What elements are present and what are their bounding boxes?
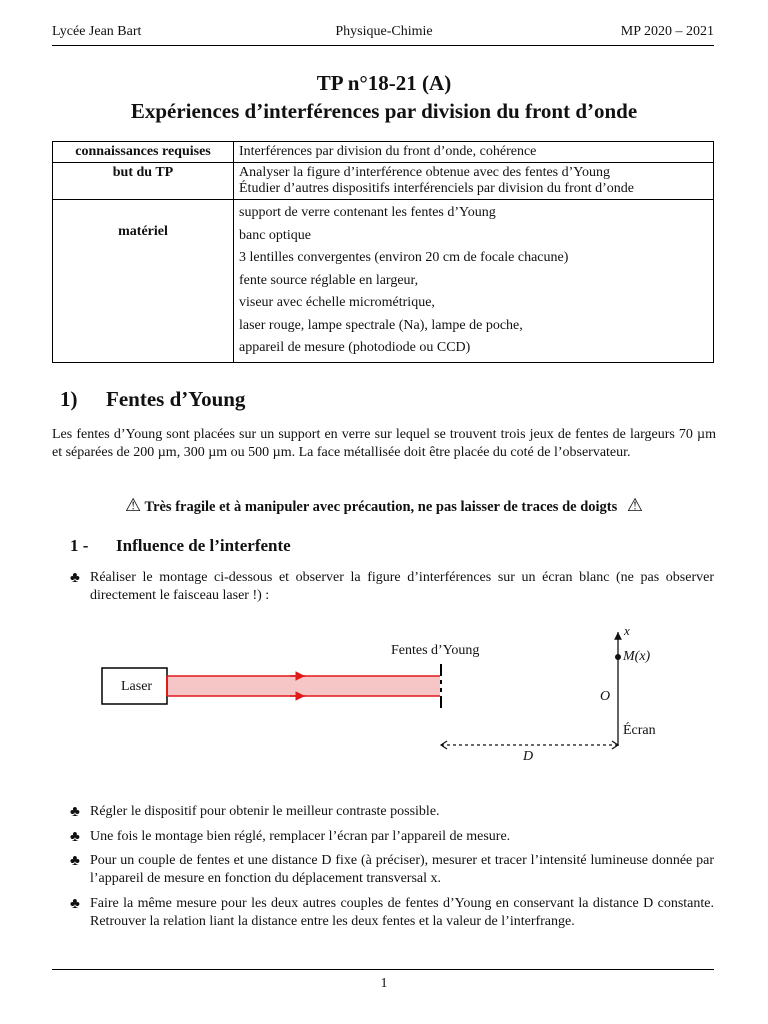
- list-item: [70, 828, 714, 848]
- but-value: [234, 163, 714, 200]
- title-line2: Expériences d’interférences par division du front d’onde: [130, 99, 638, 123]
- x-label: x: [624, 623, 630, 638]
- subsection-title: Influence de l’interfente: [116, 536, 291, 555]
- materiel-label: matériel: [53, 200, 234, 363]
- bullet-text: Pour un couple de fentes et une distance D fixe (à préciser), mesurer et tracer l’intensité lumineuse donnée par l’appareil de mesure en fonction du déplacement transversal x.: [90, 853, 714, 886]
- but-line: Étudier d’autres dispositifs interférenciels par division du front d’onde: [239, 181, 635, 196]
- warning-line: [0, 495, 768, 516]
- list-item: banc optique: [239, 227, 311, 243]
- club-icon: ♣: [70, 853, 80, 869]
- warning-text: Très fragile et à manipuler avec précaution, ne pas laisser de traces de doigts: [144, 499, 618, 515]
- list-item: viseur avec échelle micrométrique,: [239, 295, 435, 310]
- setup-diagram: [90, 620, 680, 780]
- connaissances-label: connaissances requises: [53, 142, 234, 163]
- subsection-number: 1 -: [70, 536, 89, 555]
- warning-icon: ⚠: [626, 495, 644, 515]
- materiel-list: [234, 200, 714, 363]
- section-title: Fentes d’Young: [106, 387, 246, 411]
- section-paragraph: Les fentes d’Young sont placées sur un support en verre sur lequel se trouvent trois jeux de fentes de largeurs 70 µm et séparées de 200 µm, 300 µm ou 500 µm. La face métallisée doit être placée du coté de l’observateur.: [52, 427, 716, 460]
- header-right: MP 2020 – 2021: [620, 24, 714, 39]
- club-icon: ♣: [70, 570, 80, 586]
- list-item: [70, 895, 714, 935]
- list-item: laser rouge, lampe spectrale (Na), lampe de poche,: [239, 317, 523, 333]
- list-item: [70, 852, 714, 892]
- club-icon: ♣: [70, 804, 80, 820]
- list-item: fente source réglable en largeur,: [239, 272, 419, 288]
- point-label: M(x): [623, 649, 651, 664]
- page-number: 1: [380, 976, 388, 991]
- title-line1: TP n°18-21 (A): [316, 71, 452, 95]
- intro-text: Réaliser le montage ci-dessous et observer la figure d’interférences sur un écran blanc (ne pas observer directement le faisceau laser !) :: [90, 570, 714, 603]
- list-item: [70, 803, 714, 823]
- laser-label: Laser: [121, 679, 153, 694]
- footer-rule: [52, 969, 714, 970]
- list-item: [70, 569, 714, 609]
- table-row: [53, 163, 714, 200]
- connaissances-value: Interférences par division du front d’onde, cohérence: [234, 142, 714, 163]
- bullet-text: Faire la même mesure pour les deux autres couples de fentes d’Young en conservant la distance D constante. Retrouver la relation liant la distance entre les deux fentes et la valeur de l’interfrange.: [90, 896, 714, 929]
- but-label: but du TP: [53, 163, 234, 200]
- slits-label: Fentes d’Young: [391, 643, 480, 658]
- club-icon: ♣: [70, 829, 80, 845]
- section-number: 1): [60, 387, 78, 411]
- distance-label: D: [523, 749, 534, 764]
- info-table: [52, 141, 714, 363]
- list-item: support de verre contenant les fentes d’Young: [239, 205, 496, 220]
- bullet-text: Régler le dispositif pour obtenir le meilleur contraste possible.: [90, 804, 440, 819]
- warning-icon: ⚠: [124, 495, 142, 515]
- list-item: 3 lentilles convergentes (environ 20 cm de focale chacune): [239, 250, 569, 265]
- table-row: [53, 142, 714, 163]
- header-left: Lycée Jean Bart: [52, 24, 142, 39]
- bullet-text: Une fois le montage bien réglé, remplacer l’écran par l’appareil de mesure.: [90, 829, 511, 844]
- but-line: Analyser la figure d’interférence obtenue avec des fentes d’Young: [239, 165, 610, 180]
- screen-label: Écran: [623, 723, 656, 738]
- club-icon: ♣: [70, 896, 80, 912]
- header-center: Physique-Chimie: [335, 24, 433, 39]
- table-row: [53, 200, 714, 363]
- header-rule: [52, 45, 714, 46]
- point-m: [615, 654, 621, 660]
- laser-beam: [167, 676, 440, 696]
- origin-label: O: [600, 689, 611, 704]
- list-item: appareil de mesure (photodiode ou CCD): [239, 340, 471, 355]
